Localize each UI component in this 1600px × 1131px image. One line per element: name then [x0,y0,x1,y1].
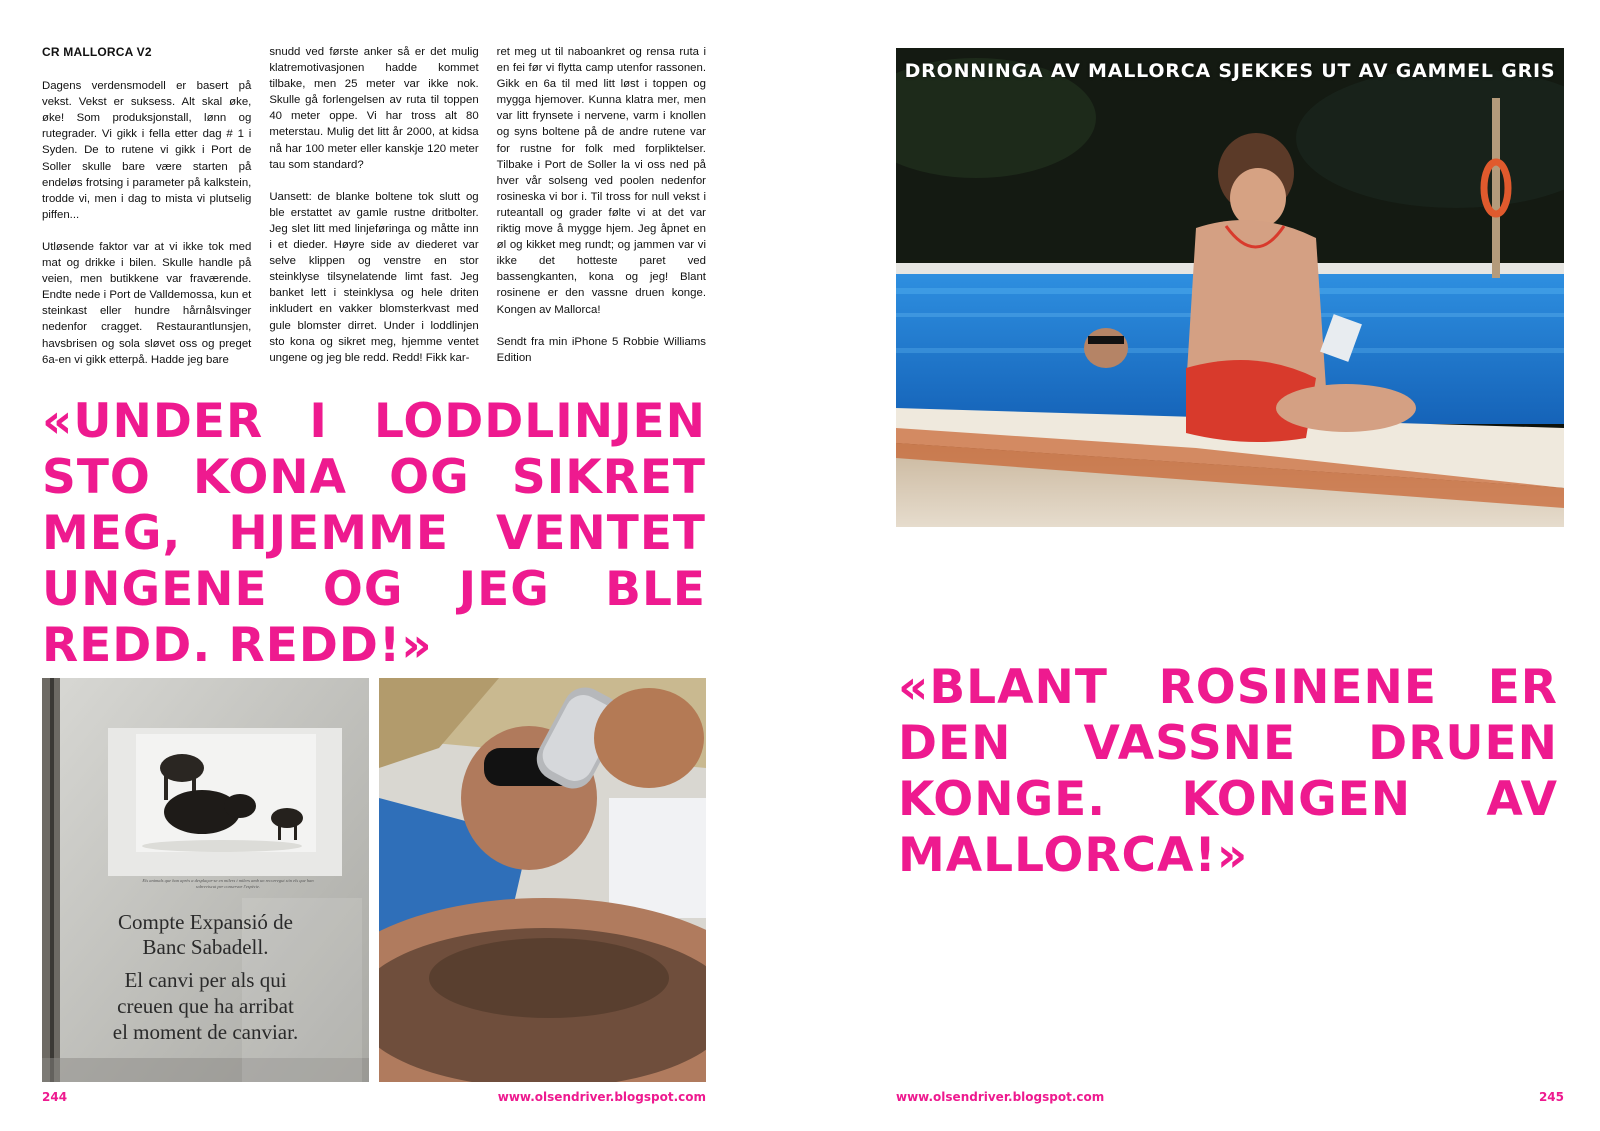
article-paragraph: ret meg ut til naboankret og rensa ruta i en fei før vi flytta camp utenfor rassonen. Gikk en 6a til med litt løst i toppen og mygga hjemover. Kunna klatra mer, men var litt frynsete i nervene, varm i knollen og syns boltene på de andre rutene var for rustne for folk med forpliktelser. Tilbake i Port de Soller la vi oss ned på hver vår solseng ved poolen nedenfor rosineska vi bor i. Til tross for null vekst i ruteantall og grader følte vi at det var riktig move å mygge hjem. Jeg åpnet en øl og kikket meg rundt; og jammen var vi ikke det hotteste paret ved bassengkanten, kona og jeg! Blant rosinene er den vassne druen konge. Kongen av Mallorca! [496,46,706,316]
poster-line-3: El canvi per als qui [124,968,287,992]
article-heading: CR MALLORCA V2 [42,45,152,59]
article-paragraph: Utløsende faktor var at vi ikke tok med mat og drikke i bilen. Skulle handle på veien, men butikkene var fraværende. Endte nede i Port de Valldemossa, kun et steinkast eller hundre hårnålsvinger nedenfor cragget. Restaurantlunsjen, havsbrisen og sola sløvet oss og preget 6a-en vi gikk etterpå. Hadde jeg bare [42,240,252,366]
poster-line-2: Banc Sabadell. [142,935,269,959]
page-number-right: 245 [1538,1090,1564,1104]
article-paragraph: Uansett: de blanke boltene tok slutt og ble erstattet av gamle rustne dritbolter. Jeg slet litt med linjeføringa og måtte inn i et dieder. Høyre side av diederet var selve klippen og venstre en stor steinklyse tilsynelatende limt fast. Jeg banket lett i steinklysa og hele driten inkludert en vakker blomsterkvast med gule blomster dirret. Under i loddlinjen sto kona og sikret meg, hjemme ventet ungene og jeg ble redd. Redd! Fikk kar- [269,190,479,364]
article-paragraph: Dagens verdensmodell er basert på vekst. Vekst er suksess. Alt skal øke, øke! Som produksjonstall, lønn og rutegrader. Vi gikk i fella etter dag # 1 i Syden. De to rutene vi gikk i Port de Soller skulle bare være starten på endeløs frotsing i parameter på kalkstein, trodde vi, men i dag to mista vi plutselig piffen... [42,80,252,221]
page-number-left: 244 [42,1090,68,1104]
article-paragraph: snudd ved første anker så er det mulig klatremotivasjonen hadde kommet tilbake, men 25 meter var ikke nok. Skulle gå forlengelsen av ruta til toppen 40 meter oppe. Vi har tross alt 80 meterstau. Mulig det litt år 2000, at kidsa nå har 100 meter eller kanskje 120 meter tau som standard? [269,46,479,171]
pull-quote-left: «UNDER I LODDLINJEN STO KONA OG SIKRET MEG, HJEMME VENTET UNGENE OG JEG BLE REDD. REDD!» [42,394,706,673]
poster-line-4: creuen que ha arribat [117,994,294,1018]
article-column-2 [269,44,478,374]
article-column-1 [42,44,251,374]
right-page [800,0,1600,1131]
bank-poster-photo [42,678,369,1082]
poster-line-1: Compte Expansió de [118,910,293,934]
poster-line-5: el moment de canviar. [112,1020,299,1044]
article-signature: Sendt fra min iPhone 5 Robbie Williams Edition [496,335,706,364]
beer-selfie-photo [379,678,706,1082]
website-link-right[interactable]: www.olsendriver.blogspot.com [896,1090,1105,1104]
photo-caption: DRONNINGA AV MALLORCA SJEKKES UT AV GAMMEL GRIS [904,60,1556,82]
poster-small-caption: Els animals que han après a desplaçar-se en milers i milers amb un recorregut són els que han sobreviscut per conservar l'espècie. [142,878,314,889]
left-page [0,0,790,1131]
article-columns [42,44,706,374]
article-column-3 [497,44,706,374]
pool-photo [896,48,1564,527]
pull-quote-right: «BLANT ROSINENE ER DEN VASSNE DRUEN KONGE. KONGEN AV MALLORCA!» [898,660,1558,883]
website-link-left[interactable]: www.olsendriver.blogspot.com [497,1090,706,1104]
